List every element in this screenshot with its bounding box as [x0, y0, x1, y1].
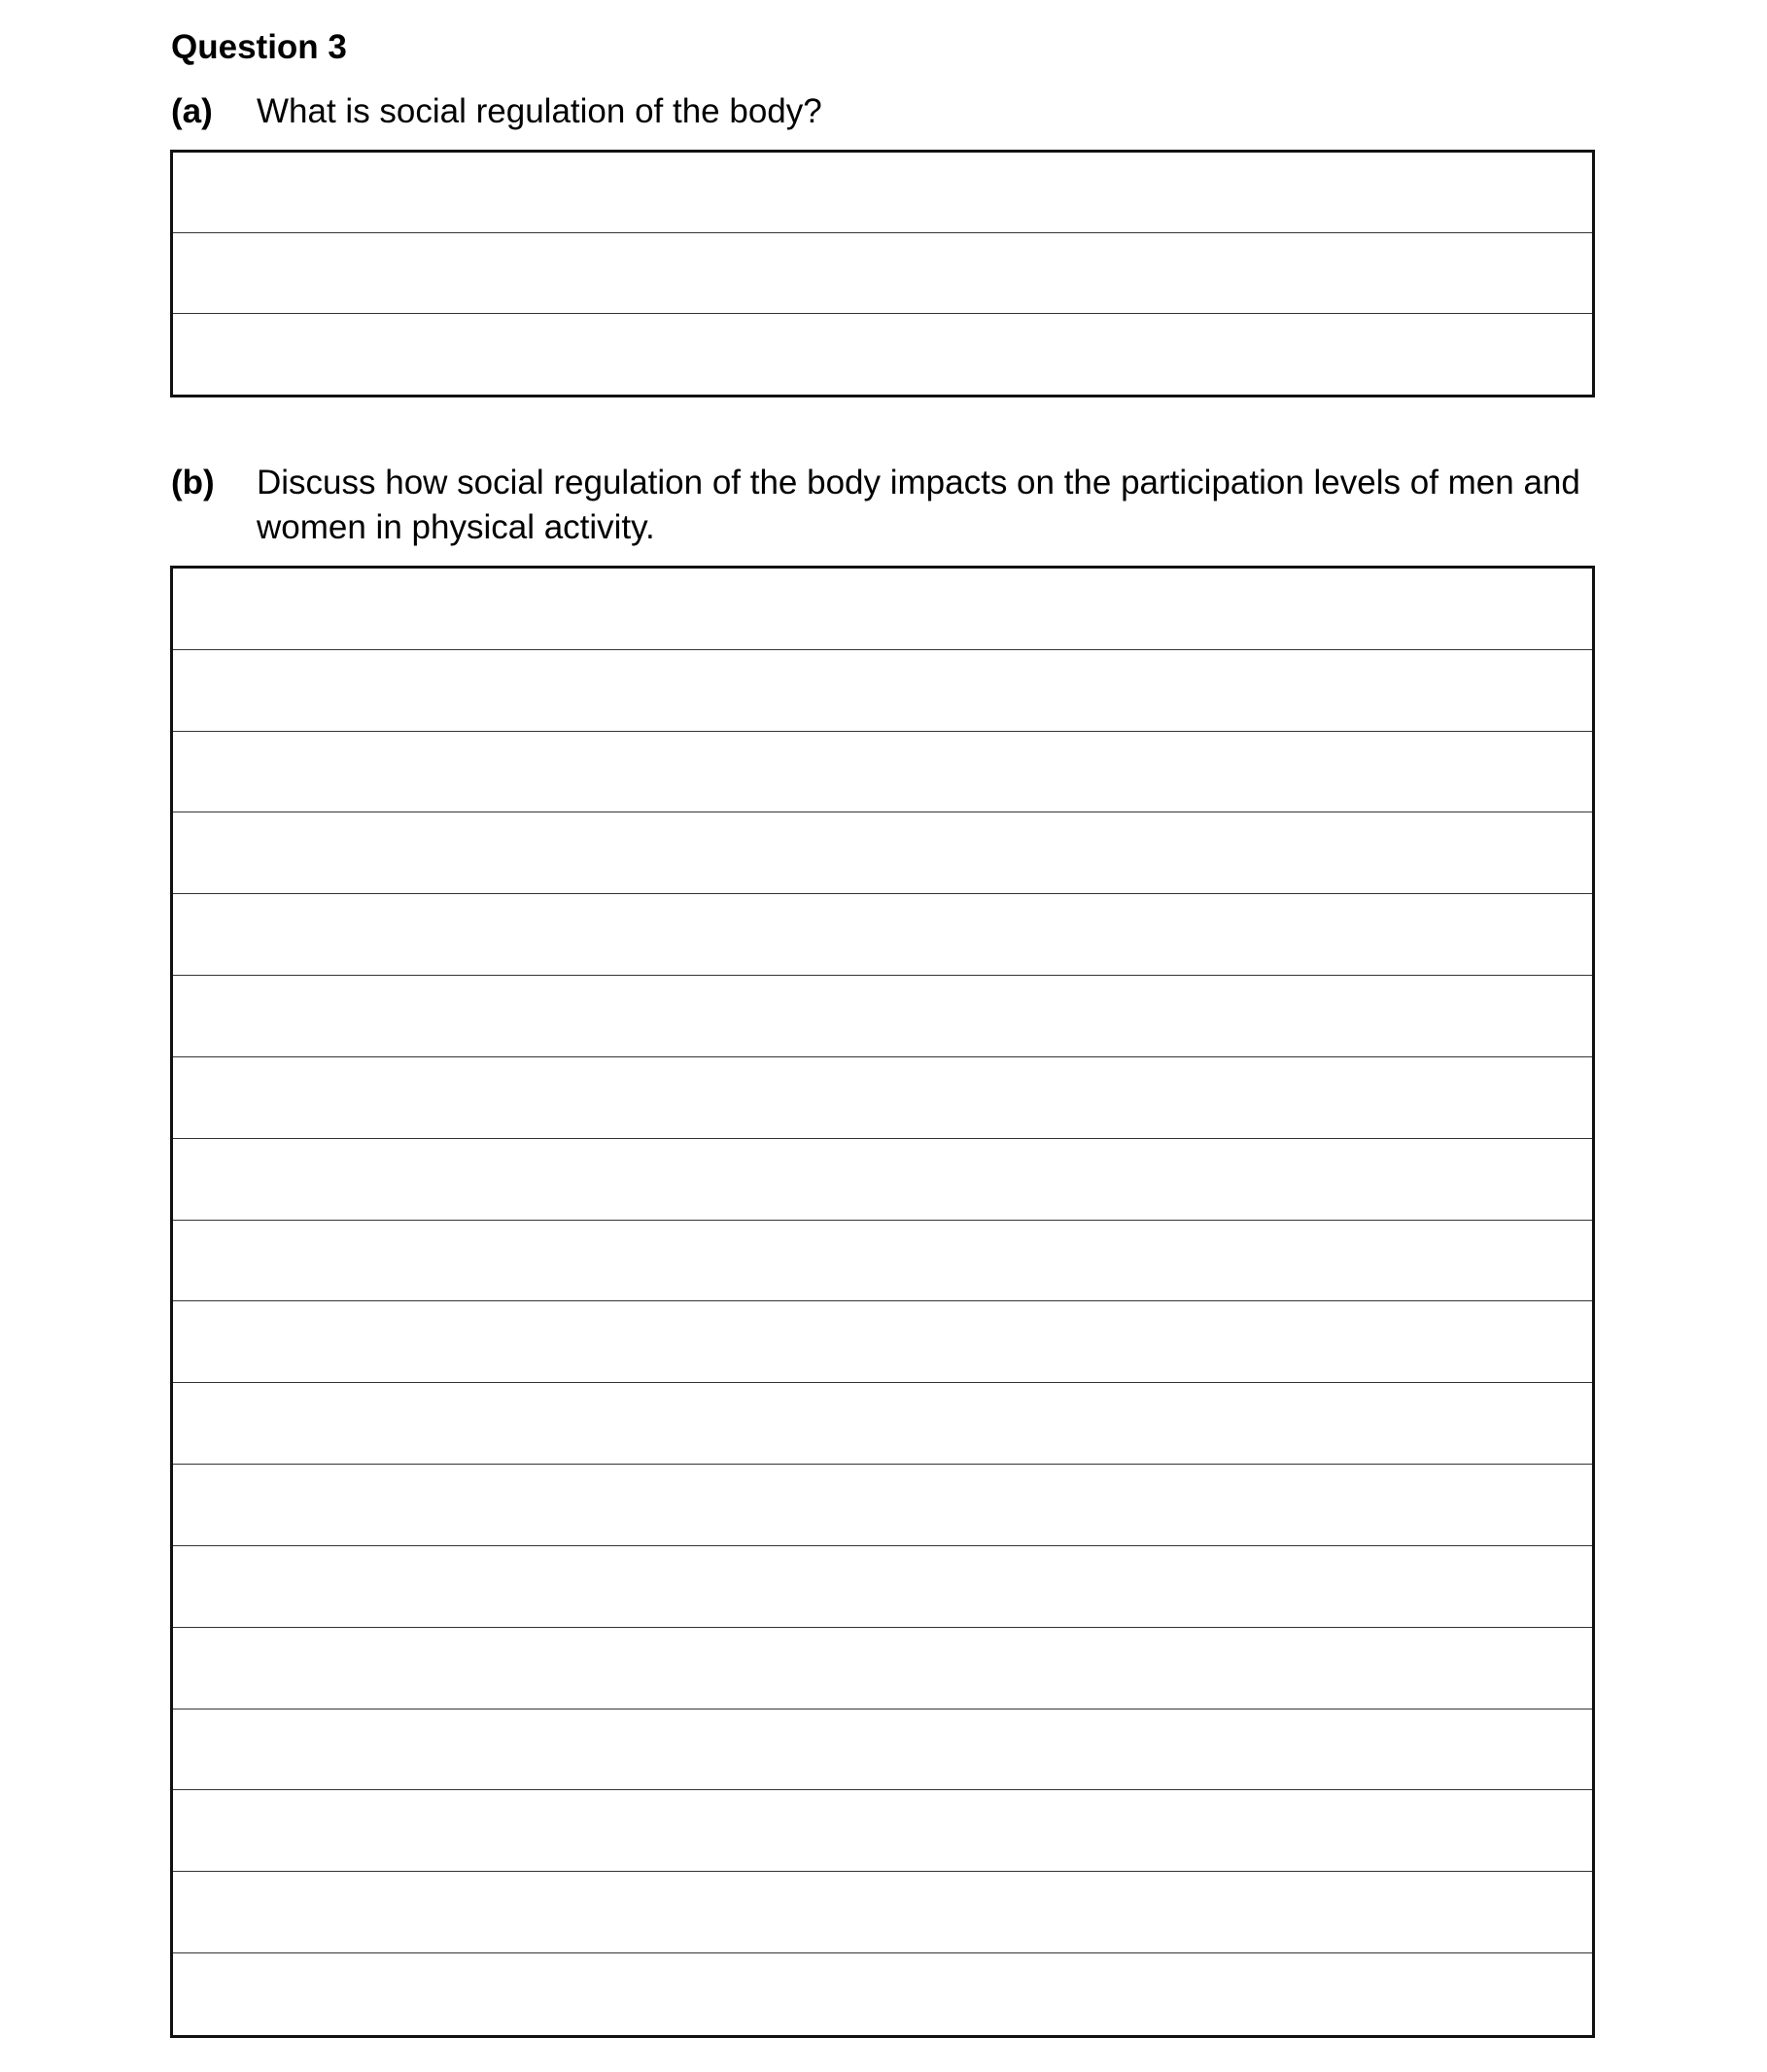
answer-line[interactable]	[173, 1953, 1592, 2035]
answer-line[interactable]	[173, 894, 1592, 976]
answer-line[interactable]	[173, 1709, 1592, 1791]
part-b-label: (b)	[171, 464, 215, 501]
answer-line[interactable]	[173, 1546, 1592, 1628]
answer-line[interactable]	[173, 732, 1592, 813]
answer-line[interactable]	[173, 812, 1592, 894]
question-title: Question 3	[171, 28, 347, 66]
answer-line[interactable]	[173, 1790, 1592, 1872]
answer-line[interactable]	[173, 1383, 1592, 1465]
part-a-answer-box[interactable]	[170, 150, 1595, 397]
part-b-answer-box[interactable]	[170, 566, 1595, 2038]
part-a-label: (a)	[171, 92, 213, 130]
part-b-text: Discuss how social regulation of the body impacts on the participation levels of men and women in physical activity.	[257, 464, 1580, 546]
answer-line[interactable]	[173, 650, 1592, 732]
answer-line[interactable]	[173, 1139, 1592, 1221]
answer-line[interactable]	[173, 1872, 1592, 1953]
answer-line[interactable]	[173, 569, 1592, 650]
answer-line[interactable]	[173, 1221, 1592, 1302]
answer-line[interactable]	[173, 1301, 1592, 1383]
part-a-prompt	[171, 89, 1610, 134]
answer-line[interactable]	[173, 1057, 1592, 1139]
answer-line[interactable]	[173, 233, 1592, 314]
answer-line[interactable]	[173, 153, 1592, 233]
answer-line[interactable]	[173, 314, 1592, 395]
part-a-text: What is social regulation of the body?	[257, 92, 822, 130]
answer-line[interactable]	[173, 1465, 1592, 1546]
answer-line[interactable]	[173, 1628, 1592, 1709]
answer-line[interactable]	[173, 976, 1592, 1057]
part-b-prompt	[171, 461, 1610, 550]
